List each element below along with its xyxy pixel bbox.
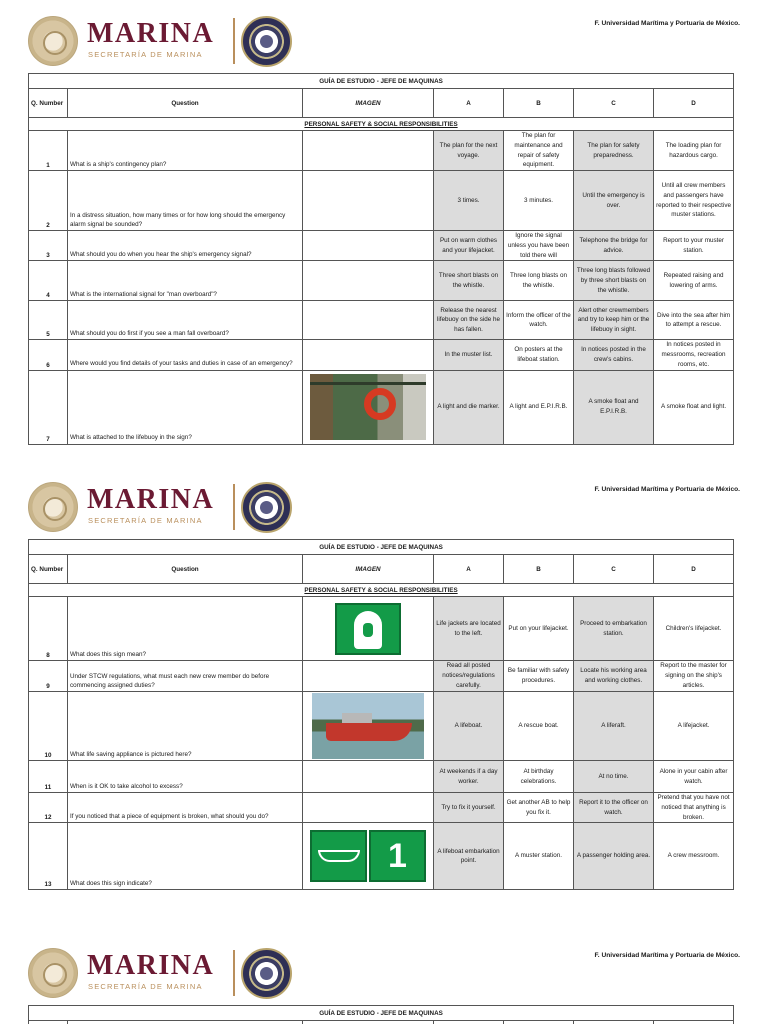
answer-a: Put on warm clothes and your lifejacket. [434,231,504,261]
image-cell [303,793,434,823]
col-header-c: C [574,89,654,118]
col-header-image [303,1021,434,1024]
table-title: GUÍA DE ESTUDIO - JEFE DE MAQUINAS [29,1006,734,1021]
brand-subtitle: SECRETARÍA DE MARINA [88,982,203,991]
study-guide-table [28,73,734,445]
col-header-qnumber [29,1021,68,1024]
answer-b: On posters at the lifeboat station. [504,340,574,370]
table-row [29,692,734,761]
answer-a: A lifeboat. [434,692,504,761]
answer-d: Children's lifejacket. [654,597,734,661]
question-text: Where would you find details of your tasks and duties in case of an emergency? [68,340,303,370]
question-text: What does this sign indicate? [68,823,303,890]
mexico-seal-logo [28,948,78,998]
answer-c: The plan for safety preparedness. [574,131,654,171]
answer-b: A light and E.P.I.R.B. [504,370,574,444]
answer-c: A liferaft. [574,692,654,761]
image-cell [303,692,434,761]
table-row [29,231,734,261]
answer-c: Proceed to embarkation station. [574,597,654,661]
question-number: 4 [29,261,68,301]
page-header [0,0,768,70]
image-cell [303,261,434,301]
question-number: 10 [29,692,68,761]
image-cell [303,340,434,370]
section-heading: PERSONAL SAFETY & SOCIAL RESPONSIBILITIES [29,584,734,597]
answer-d: A crew messroom. [654,823,734,890]
answer-a: A lifeboat embarkation point. [434,823,504,890]
document-page-2 [0,466,768,932]
question-number: 6 [29,340,68,370]
document-page-3 [0,932,768,1024]
image-cell [303,370,434,444]
mexico-seal-logo [28,16,78,66]
question-number: 9 [29,661,68,692]
study-guide-table [28,539,734,890]
question-text: If you noticed that a piece of equipment is broken, what should you do? [68,793,303,823]
image-cell [303,301,434,340]
marina-emblem-logo [241,948,292,999]
table-title: GUÍA DE ESTUDIO - JEFE DE MAQUINAS [29,540,734,555]
question-text: In a distress situation, how many times or for how long should the emergency alarm signal be sounded? [68,171,303,231]
answer-c: At no time. [574,761,654,793]
col-header-a: A [434,89,504,118]
question-number: 5 [29,301,68,340]
marina-emblem-logo [241,16,292,67]
sign-number: 1 [369,830,426,882]
col-header-question [68,1021,303,1024]
answer-d: A smoke float and light. [654,370,734,444]
image-cell [303,661,434,692]
institution-name: F. Universidad Marítima y Portuaria de México. [594,952,740,959]
answer-c: Alert other crewmembers and try to keep him or the lifebuoy in sight. [574,301,654,340]
question-number: 11 [29,761,68,793]
question-number: 12 [29,793,68,823]
table-row [29,661,734,692]
answer-c: A smoke float and E.P.I.R.B. [574,370,654,444]
table-row [29,261,734,301]
lifeboat-icon [310,830,367,882]
answer-b: Be familiar with safety procedures. [504,661,574,692]
answer-a: Release the nearest lifebuoy on the side he has fallen. [434,301,504,340]
header-divider [233,950,235,996]
question-text: When is it OK to take alcohol to excess? [68,761,303,793]
answer-c: Until the emergency is over. [574,171,654,231]
answer-a: Life jackets are located to the left. [434,597,504,661]
answer-a: 3 times. [434,171,504,231]
answer-d: Dive into the sea after him to attempt a rescue. [654,301,734,340]
col-header-question: Question [68,555,303,584]
answer-d: In notices posted in messrooms, recreation rooms, etc. [654,340,734,370]
question-number: 8 [29,597,68,661]
col-header-d: D [654,555,734,584]
col-header-a: A [434,555,504,584]
col-header-qnumber: Q. Number [29,555,68,584]
question-text: What is the international signal for "man overboard"? [68,261,303,301]
answer-d: Pretend that you have not noticed that anything is broken. [654,793,734,823]
col-header-d: D [654,89,734,118]
institution-name: F. Universidad Marítima y Portuaria de México. [594,20,740,27]
answer-b: Three long blasts on the whistle. [504,261,574,301]
answer-d: Report to your muster station. [654,231,734,261]
table-row [29,761,734,793]
header-divider [233,484,235,530]
muster-sign-image [310,830,426,882]
table-row [29,340,734,370]
brand-title: MARINA [87,484,215,515]
image-cell [303,761,434,793]
answer-b: 3 minutes. [504,171,574,231]
table-title: GUÍA DE ESTUDIO - JEFE DE MAQUINAS [29,74,734,89]
table-row [29,171,734,231]
document-page-1 [0,0,768,466]
col-header-image: IMAGEN [303,89,434,118]
answer-c: Report it to the officer on watch. [574,793,654,823]
answer-b: The plan for maintenance and repair of safety equipment. [504,131,574,171]
answer-d: Report to the master for signing on the ship's articles. [654,661,734,692]
brand-subtitle: SECRETARÍA DE MARINA [88,516,203,525]
image-cell [303,231,434,261]
image-cell [303,171,434,231]
answer-a: Try to fix it yourself. [434,793,504,823]
col-header-c: C [574,555,654,584]
image-cell [303,131,434,171]
answer-b: Ignore the signal unless you have been told there will [504,231,574,261]
lifejacket-sign-image [335,603,401,655]
rescue-boat-photo [312,693,424,759]
question-text: What is attached to the lifebuoy in the sign? [68,370,303,444]
answer-d: A lifejacket. [654,692,734,761]
table-row [29,823,734,890]
answer-a: At weekends if a day worker. [434,761,504,793]
col-header-question: Question [68,89,303,118]
image-cell [303,597,434,661]
answer-b: Inform the officer of the watch. [504,301,574,340]
answer-d: Alone in your cabin after watch. [654,761,734,793]
table-row [29,370,734,444]
page-header [0,466,768,536]
col-header-b: B [504,89,574,118]
answer-d: Until all crew members and passengers have reported to their respective muster stations. [654,171,734,231]
question-text: What should you do when you hear the ship's emergency signal? [68,231,303,261]
answer-b: A rescue boat. [504,692,574,761]
page-header [0,932,768,1002]
answer-c: A passenger holding area. [574,823,654,890]
brand-title: MARINA [87,950,215,981]
answer-a: Read all posted notices/regulations carefully. [434,661,504,692]
image-cell [303,823,434,890]
brand-title: MARINA [87,18,215,49]
col-header-b [504,1021,574,1024]
answer-d: The loading plan for hazardous cargo. [654,131,734,171]
col-header-d [654,1021,734,1024]
question-number: 13 [29,823,68,890]
question-text: What life saving appliance is pictured here? [68,692,303,761]
col-header-b: B [504,555,574,584]
lifebuoy-photo [310,374,426,440]
answer-b: A muster station. [504,823,574,890]
question-number: 2 [29,171,68,231]
mexico-seal-logo [28,482,78,532]
section-heading: PERSONAL SAFETY & SOCIAL RESPONSIBILITIES [29,118,734,131]
answer-c: Three long blasts followed by three short blasts on the whistle. [574,261,654,301]
answer-c: Locate his working area and working clothes. [574,661,654,692]
question-number: 1 [29,131,68,171]
question-number: 7 [29,370,68,444]
answer-a: Three short blasts on the whistle. [434,261,504,301]
table-row [29,131,734,171]
table-row [29,597,734,661]
answer-c: Telephone the bridge for advice. [574,231,654,261]
answer-a: The plan for the next voyage. [434,131,504,171]
table-row [29,793,734,823]
study-guide-table [28,1005,734,1024]
answer-b: Put on your lifejacket. [504,597,574,661]
answer-a: In the muster list. [434,340,504,370]
question-text: What does this sign mean? [68,597,303,661]
header-divider [233,18,235,64]
question-text: What is a ship's contingency plan? [68,131,303,171]
col-header-image: IMAGEN [303,555,434,584]
question-text: Under STCW regulations, what must each new crew member do before commencing assigned duties? [68,661,303,692]
marina-emblem-logo [241,482,292,533]
answer-b: At birthday celebrations. [504,761,574,793]
institution-name: F. Universidad Marítima y Portuaria de México. [594,486,740,493]
brand-subtitle: SECRETARÍA DE MARINA [88,50,203,59]
col-header-a [434,1021,504,1024]
col-header-c [574,1021,654,1024]
answer-a: A light and die marker. [434,370,504,444]
answer-b: Get another AB to help you fix it. [504,793,574,823]
table-row [29,301,734,340]
col-header-qnumber: Q. Number [29,89,68,118]
answer-c: In notices posted in the crew's cabins. [574,340,654,370]
question-text: What should you do first if you see a man fall overboard? [68,301,303,340]
question-number: 3 [29,231,68,261]
answer-d: Repeated raising and lowering of arms. [654,261,734,301]
